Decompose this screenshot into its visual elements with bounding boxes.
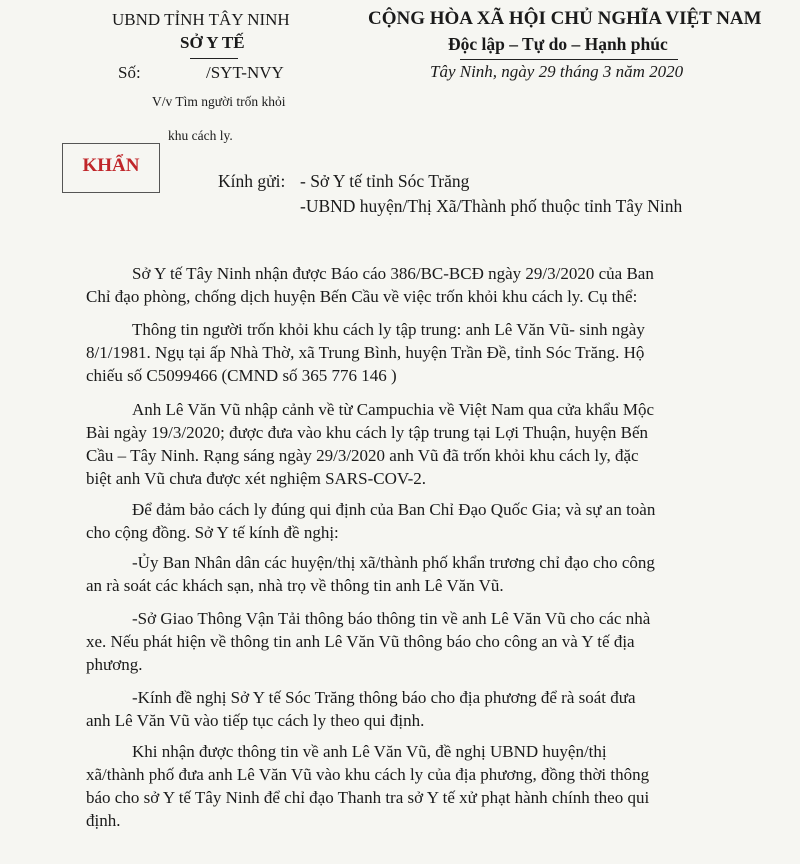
document-number: /SYT-NVY	[206, 63, 284, 82]
nation-title: CỘNG HÒA XÃ HỘI CHỦ NGHĨA VIỆT NAM	[368, 8, 762, 29]
paragraph-line: định.	[86, 811, 121, 830]
body-paragraph	[86, 551, 746, 597]
org-name: UBND TỈNH TÂY NINH	[112, 10, 290, 29]
motto-underline	[460, 59, 678, 60]
paragraph-line: Anh Lê Văn Vũ nhập cảnh về từ Campuchia về Việt Nam qua cửa khẩu Mộc	[132, 400, 655, 419]
body-paragraph	[86, 740, 746, 832]
recipients-label: Kính gửi:	[218, 171, 286, 191]
body-paragraph	[86, 498, 746, 544]
paragraph-line: anh Lê Văn Vũ vào tiếp tục cách ly theo qui định.	[86, 711, 425, 730]
body-paragraph	[86, 318, 746, 387]
paragraph-line: 8/1/1981. Ngụ tại ấp Nhà Thờ, xã Trung Bình, huyện Trần Đề, tỉnh Sóc Trăng. Hộ	[86, 343, 645, 362]
body-paragraph	[86, 262, 746, 308]
paragraph-line: Bài ngày 19/3/2020; được đưa vào khu cách ly tập trung tại Lợi Thuận, huyện Bến	[86, 423, 649, 442]
paragraph-line: cho cộng đồng. Sở Y tế kính đề nghị:	[86, 523, 339, 542]
paragraph-line: phương.	[86, 655, 143, 674]
nation-motto: Độc lập – Tự do – Hạnh phúc	[448, 34, 668, 54]
paragraph-line: Chỉ đạo phòng, chống dịch huyện Bến Cầu về việc trốn khỏi khu cách ly. Cụ thể:	[86, 287, 638, 306]
paragraph-line: biệt anh Vũ chưa được xét nghiệm SARS-COV-2.	[86, 469, 426, 488]
subject-line-1: V/v Tìm người trốn khỏi	[152, 94, 286, 109]
paragraph-line: -Ủy Ban Nhân dân các huyện/thị xã/thành phố khẩn trương chỉ đạo cho công	[132, 553, 655, 572]
body-paragraph	[86, 398, 746, 490]
body-paragraph	[86, 607, 746, 676]
paragraph-line: xã/thành phố đưa anh Lê Văn Vũ vào khu cách ly của địa phương, đồng thời thông	[86, 765, 650, 784]
paragraph-line: Để đảm bảo cách ly đúng qui định của Ban Chỉ Đạo Quốc Gia; và sự an toàn	[132, 500, 656, 519]
paragraph-line: -Kính đề nghị Sở Y tế Sóc Trăng thông báo cho địa phương để rà soát đưa	[132, 688, 636, 707]
paragraph-line: an rà soát các khách sạn, nhà trọ về thông tin anh Lê Văn Vũ.	[86, 576, 504, 595]
paragraph-line: báo cho sở Y tế Tây Ninh để chỉ đạo Thanh tra sở Y tế xử phạt hành chính theo qui	[86, 788, 650, 807]
paragraph-line: chiếu số C5099466 (CMND số 365 776 146 )	[86, 366, 397, 385]
paragraph-line: Thông tin người trốn khỏi khu cách ly tập trung: anh Lê Văn Vũ- sinh ngày	[132, 320, 645, 339]
subject-line-2: khu cách ly.	[168, 128, 233, 143]
paragraph-line: Cầu – Tây Ninh. Rạng sáng ngày 29/3/2020 anh Vũ đã trốn khỏi khu cách ly, đặc	[86, 446, 639, 465]
recipient-line: - Sở Y tế tỉnh Sóc Trăng	[300, 171, 470, 191]
department-underline	[190, 58, 238, 59]
document-date: Tây Ninh, ngày 29 tháng 3 năm 2020	[430, 62, 684, 81]
urgent-stamp: KHẨN	[62, 143, 160, 193]
department-name: SỞ Y TẾ	[180, 33, 245, 52]
paragraph-line: Sở Y tế Tây Ninh nhận được Báo cáo 386/BC-BCĐ ngày 29/3/2020 của Ban	[132, 264, 654, 283]
paragraph-line: -Sở Giao Thông Vận Tải thông báo thông tin về anh Lê Văn Vũ cho các nhà	[132, 609, 651, 628]
paragraph-line: xe. Nếu phát hiện về thông tin anh Lê Văn Vũ thông báo cho công an và Y tế địa	[86, 632, 635, 651]
body-paragraph	[86, 686, 746, 732]
paragraph-line: Khi nhận được thông tin về anh Lê Văn Vũ, đề nghị UBND huyện/thị	[132, 742, 607, 761]
recipient-line: -UBND huyện/Thị Xã/Thành phố thuộc tỉnh Tây Ninh	[300, 196, 683, 216]
document-number-label: Số:	[118, 63, 141, 82]
